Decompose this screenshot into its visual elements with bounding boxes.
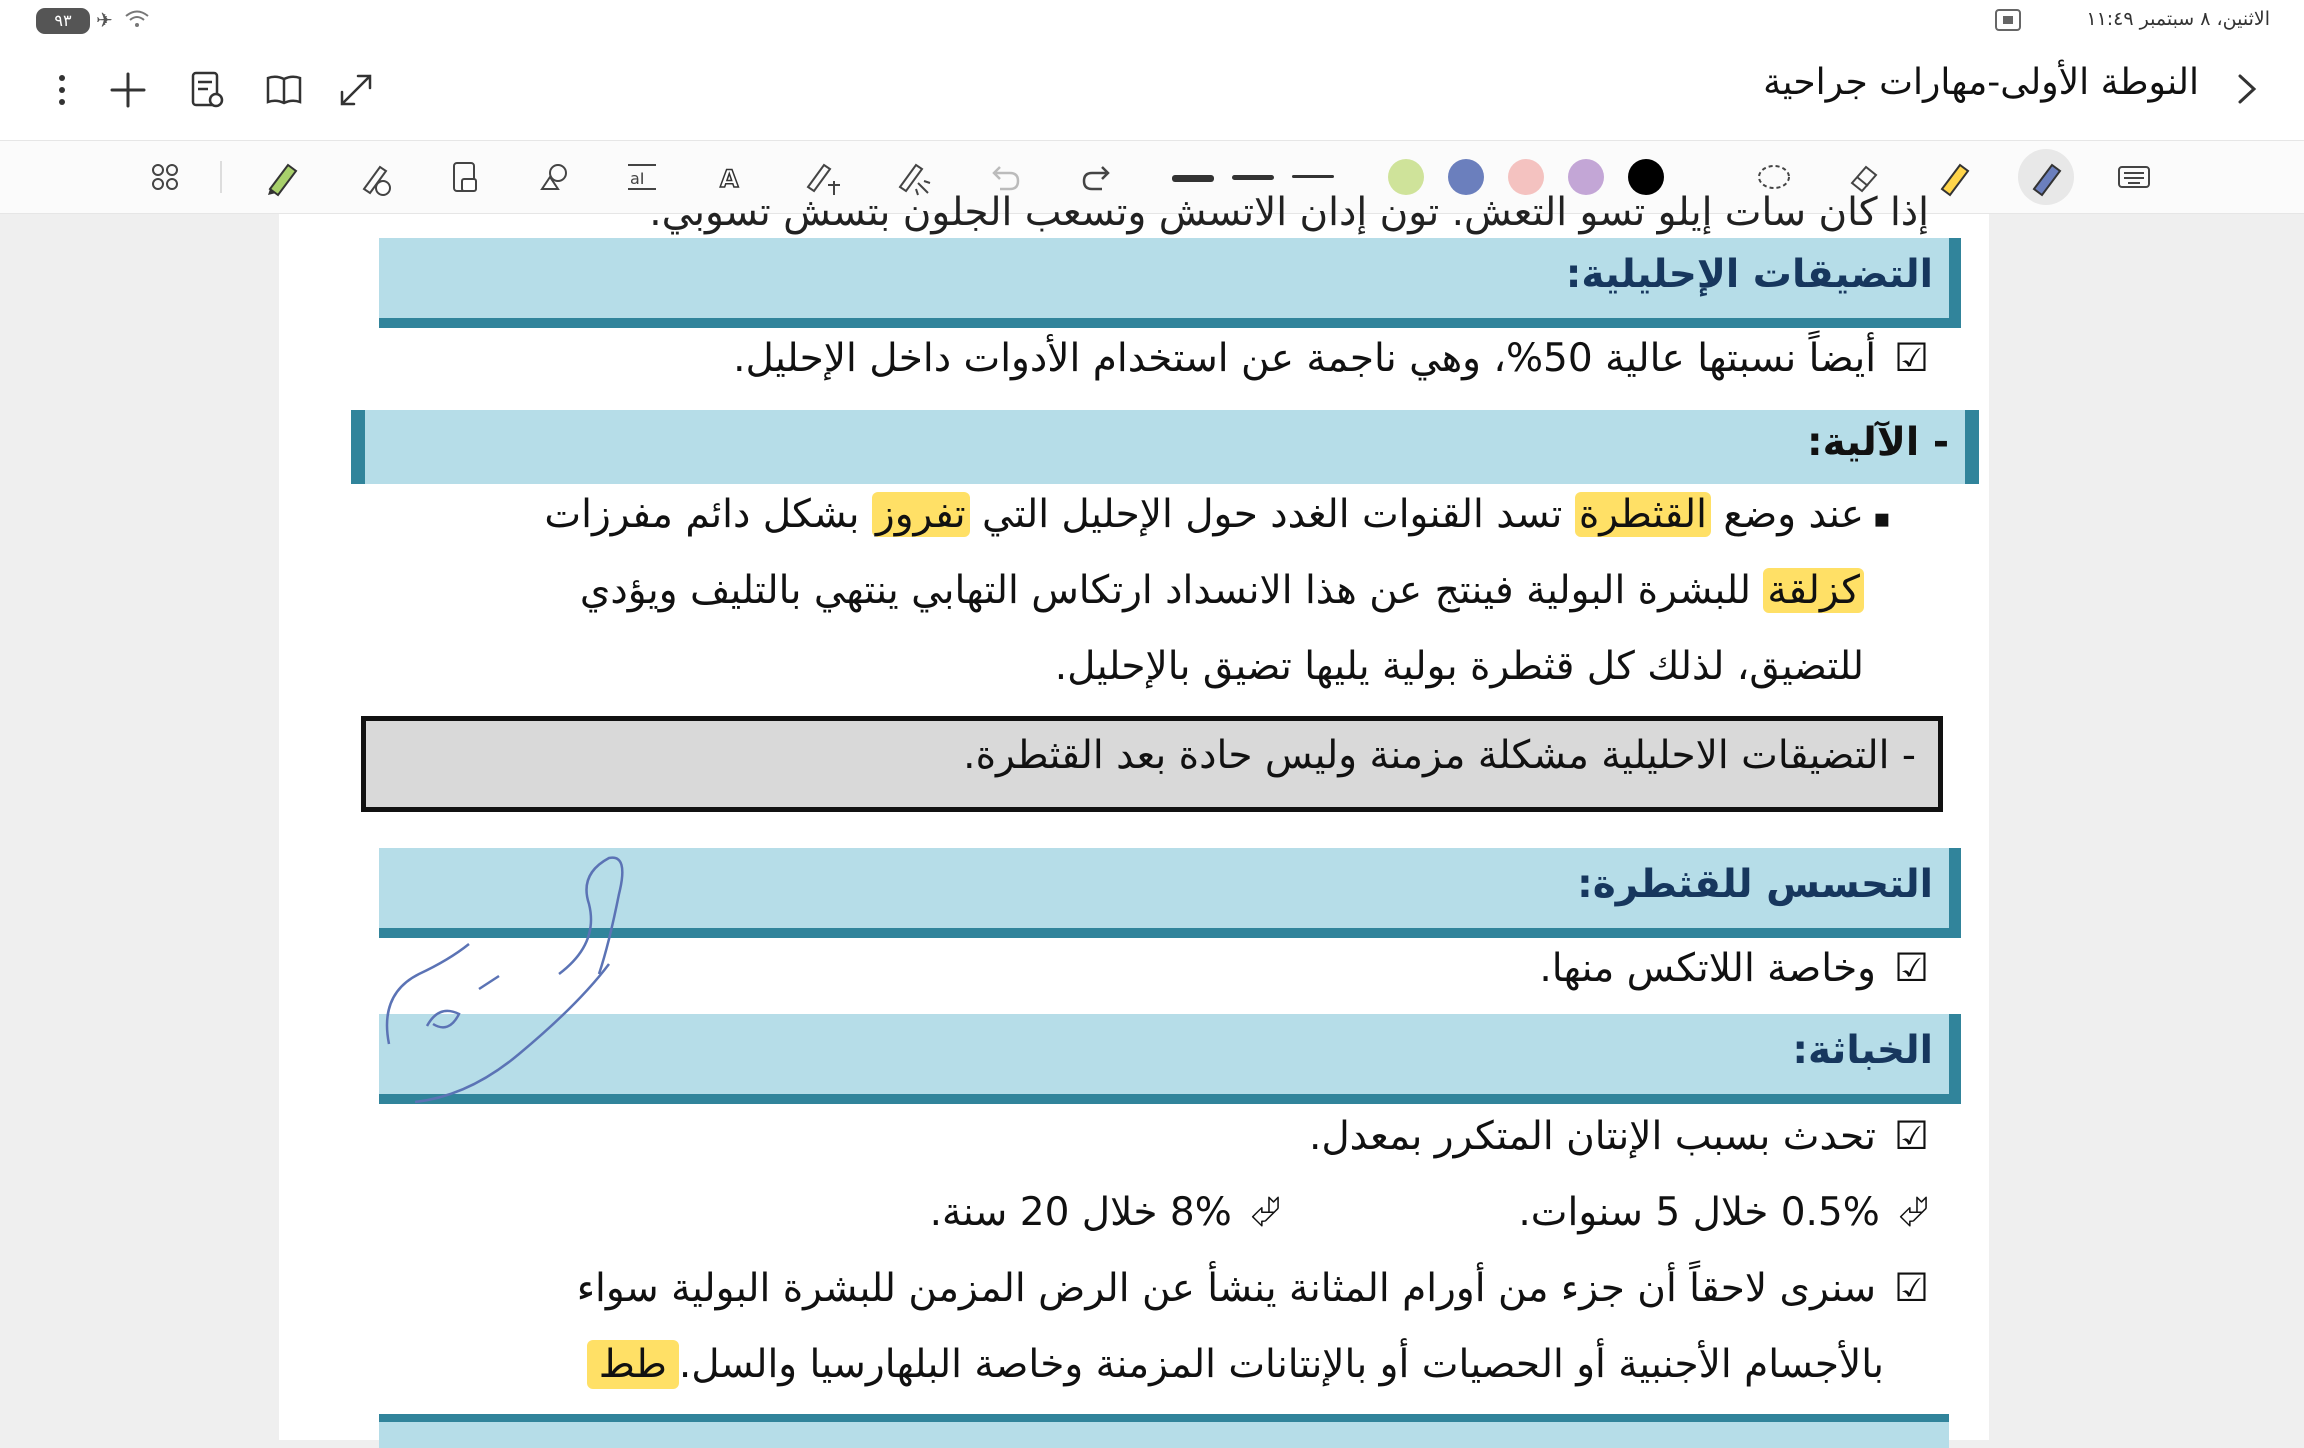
status-datetime: الاثنين، ٨ سبتمبر ١١:٤٩ [2086,8,2270,30]
stroke-medium-option[interactable] [1232,175,1274,180]
mechanism-line-2: كزلقة للبشرة البولية فينتج عن هذا الانسداد ارتكاس التهابي ينتهي بالتليف ويؤدي [580,568,1864,613]
section-header-partial [379,1414,1949,1448]
checkbox-line [733,336,1929,381]
mechanism-line-1: عند وضع القثطرة تسد القنوات الغدد حول الإحليل التي تفروز بشكل دائم مفرزات [544,492,1864,537]
keyboard-icon[interactable] [2110,153,2158,201]
section-title: - الآلية: [1807,420,1949,465]
checkbox-line [1539,946,1929,991]
screen-record-icon [1994,8,2022,37]
line-text: أيضاً نسبتها عالية 50%، وهي ناجمة عن استخدام الأدوات داخل الإحليل. [733,336,1877,381]
chevron-left-icon[interactable] [2224,66,2270,112]
section-title: الخباثة: [1792,1028,1933,1073]
pen-tool-icon[interactable] [2018,149,2074,205]
apps-grid-icon[interactable] [141,153,189,201]
checkbox-icon: ☑ [1894,336,1929,381]
stat-line: ⮰0.5% خلال 5 سنوات. [1518,1190,1929,1235]
more-options-button[interactable] [34,62,90,118]
svg-text:aI: aI [630,169,645,188]
airplane-icon: ✈ [96,8,113,32]
section-header-urethral [379,238,1961,328]
highlighter-icon[interactable] [1930,153,1978,201]
pen-timer-icon[interactable] [350,153,398,201]
clipped-text-line: إذا كان سات إيلو تسو التعش. تون إدان الاتسش وتسعب الجلون بتسش تسوبي. [649,190,1929,235]
svg-text:A: A [720,165,739,193]
checkbox-icon: ☑ [1894,946,1929,991]
line-text: تحدث بسبب الإنتان المتكرر بمعدل. [1308,1114,1877,1159]
checkbox-icon: ☑ [1894,1114,1929,1159]
section-header-mechanism [351,410,1979,484]
checkbox-icon: ☑ [1894,1266,1929,1311]
checkbox-line [577,1266,1929,1311]
shapes-icon[interactable] [530,153,578,201]
note-text: - التضيقات الاحليلية مشكلة مزمنة وليس حادة بعد القثطرة. [963,733,1916,778]
highlight: القثطرة [1575,492,1711,537]
toolbar-divider [220,161,222,193]
section-title: التضيقات الإحليلية: [1565,252,1933,297]
stroke-thick-option[interactable] [1172,175,1214,182]
lock-page-icon[interactable] [440,153,488,201]
text-line: بالأجسام الأجنبية أو الحصيات أو بالإنتانات المزمنة وخاصة البلهارسيا والسل.طط [587,1342,1884,1387]
document-page[interactable] [279,190,1989,1440]
highlight: كزلقة [1763,568,1864,613]
stroke-thin-option[interactable] [1292,175,1334,178]
status-bar [0,0,2304,44]
section-title: التحسس للقثطرة: [1577,862,1933,907]
line-text: سنرى لاحقاً أن جزء من أورام المثانة ينشأ عن الرض المزمن للبشرة البولية سواء [576,1266,1877,1311]
add-page-button[interactable] [100,62,156,118]
book-view-icon[interactable] [256,62,312,118]
highlight: طط [587,1340,679,1389]
line-text: وخاصة اللاتكس منها. [1539,946,1877,991]
highlight: تفروز [872,492,970,537]
mechanism-line-3: للتضيق، لذلك كل قثطرة بولية يليها تضيق بالإحليل. [1054,644,1864,689]
handwritten-annotation [379,864,759,1104]
note-box [361,716,1943,812]
highlighter-green-icon[interactable] [258,153,306,201]
title-bar [0,44,2304,141]
arrow-icon: ⮰ [1897,1190,1929,1235]
stat-line: ⮰8% خلال 20 سنة. [929,1190,1281,1235]
arrow-icon: ⮰ [1249,1190,1281,1235]
battery-indicator: ٩٣ [36,8,90,34]
wifi-icon [124,8,150,35]
bullet-icon: ▪ [1873,504,1891,534]
notebook-title[interactable]: النوطة الأولى-مهارات جراحية [1763,62,2199,103]
checkbox-line [1309,1114,1929,1159]
fullscreen-icon[interactable] [328,62,384,118]
page-settings-icon[interactable] [178,62,234,118]
